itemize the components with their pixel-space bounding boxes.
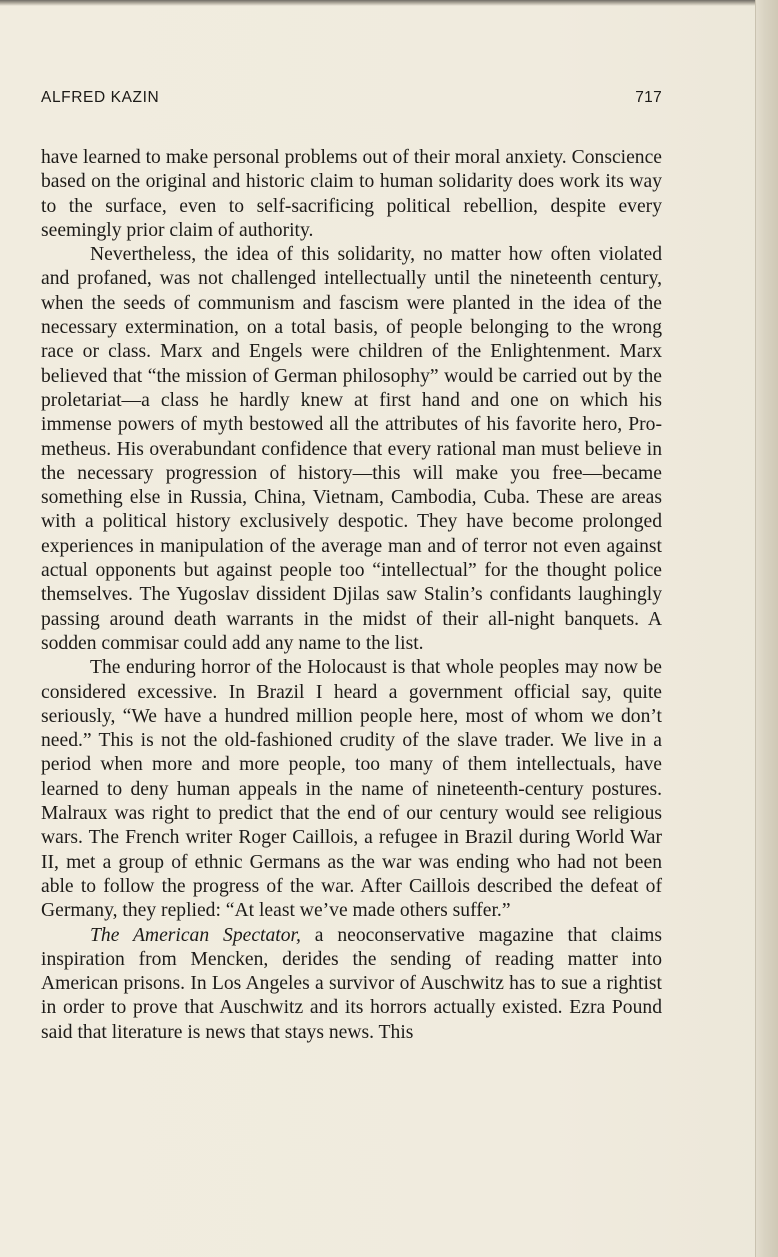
scan-top-shadow — [0, 0, 778, 6]
paragraph-text: a neoconservative magazine that claims inspiration from Mencken, derides the sending of reading matter into American prisons. In Los Angeles a survivor of Auschwitz has to sue a rightist in order to prove that Auschwitz and its horrors actually existed. Ezra Pound said that literature is news that stays news. This — [41, 924, 662, 1043]
running-head-author: ALFRED KAZIN — [41, 89, 160, 106]
paragraph: have learned to make personal problems out of their moral anxiety. Conscience based on the original and historic claim to human solidarity does work its way to the surface, even to self-sacrificing political rebellion, despite every seemingly prior claim of authority. — [41, 147, 662, 241]
paragraph: The enduring horror of the Holocaust is that whole peoples may now be considered excessive. In Brazil I heard a government official say, quite seriously, “We have a hundred million people here, most of whom we don’t need.” This is not the old-fashioned crudity of the slave trader. We live in a period when more and more people, too many of them intellectuals, have learned to deny human appeals in the name of nineteenth-century postures. Malraux was right to predict that the end of our century would see religious wars. The French writer Roger Caillois, a refugee in Brazil during World War II, met a group of ethnic Germans as the war was ending who had not been able to follow the progress of the war. After Caillois described the defeat of Germany, they replied: “At least we’ve made others suffer.” — [41, 657, 662, 922]
paragraph: Nevertheless, the idea of this solidarity, no matter how often violated and profaned, was not challenged intellectually until the nineteenth century, when the seeds of communism and fascism were planted in the idea of the necessary extermination, on a total basis, of people belonging to the wrong race or class. Marx and Engels were children of the Enlightenment. Marx believed that “the mission of German philosophy” would be carried out by the proletariat—a class he hardly knew at first hand and one on which his immense powers of myth bestowed all the attributes of his favorite hero, Prometheus. His overabundant confidence that every rational man must believe in the necessary progression of history—this will make you free—became something else in Russia, China, Vietnam, Cambodia, Cuba. These are areas with a political history exclusively despotic. They have become prolonged experiences in manipulation of the average man and of terror not even against actual opponents but against people too “intellectual” for the thought police themselves. The Yugoslav dissident Djilas saw Stalin’s confidants laughingly passing around death warrants in the midst of their all-night banquets. A sodden commisar could add any name to the list. — [41, 244, 662, 654]
page-edge — [755, 0, 778, 1257]
page-number: 717 — [635, 89, 662, 106]
italic-title: The American Spectator, — [90, 924, 301, 946]
body-text — [41, 146, 662, 1045]
paragraph — [41, 924, 662, 1045]
running-head — [41, 89, 662, 111]
